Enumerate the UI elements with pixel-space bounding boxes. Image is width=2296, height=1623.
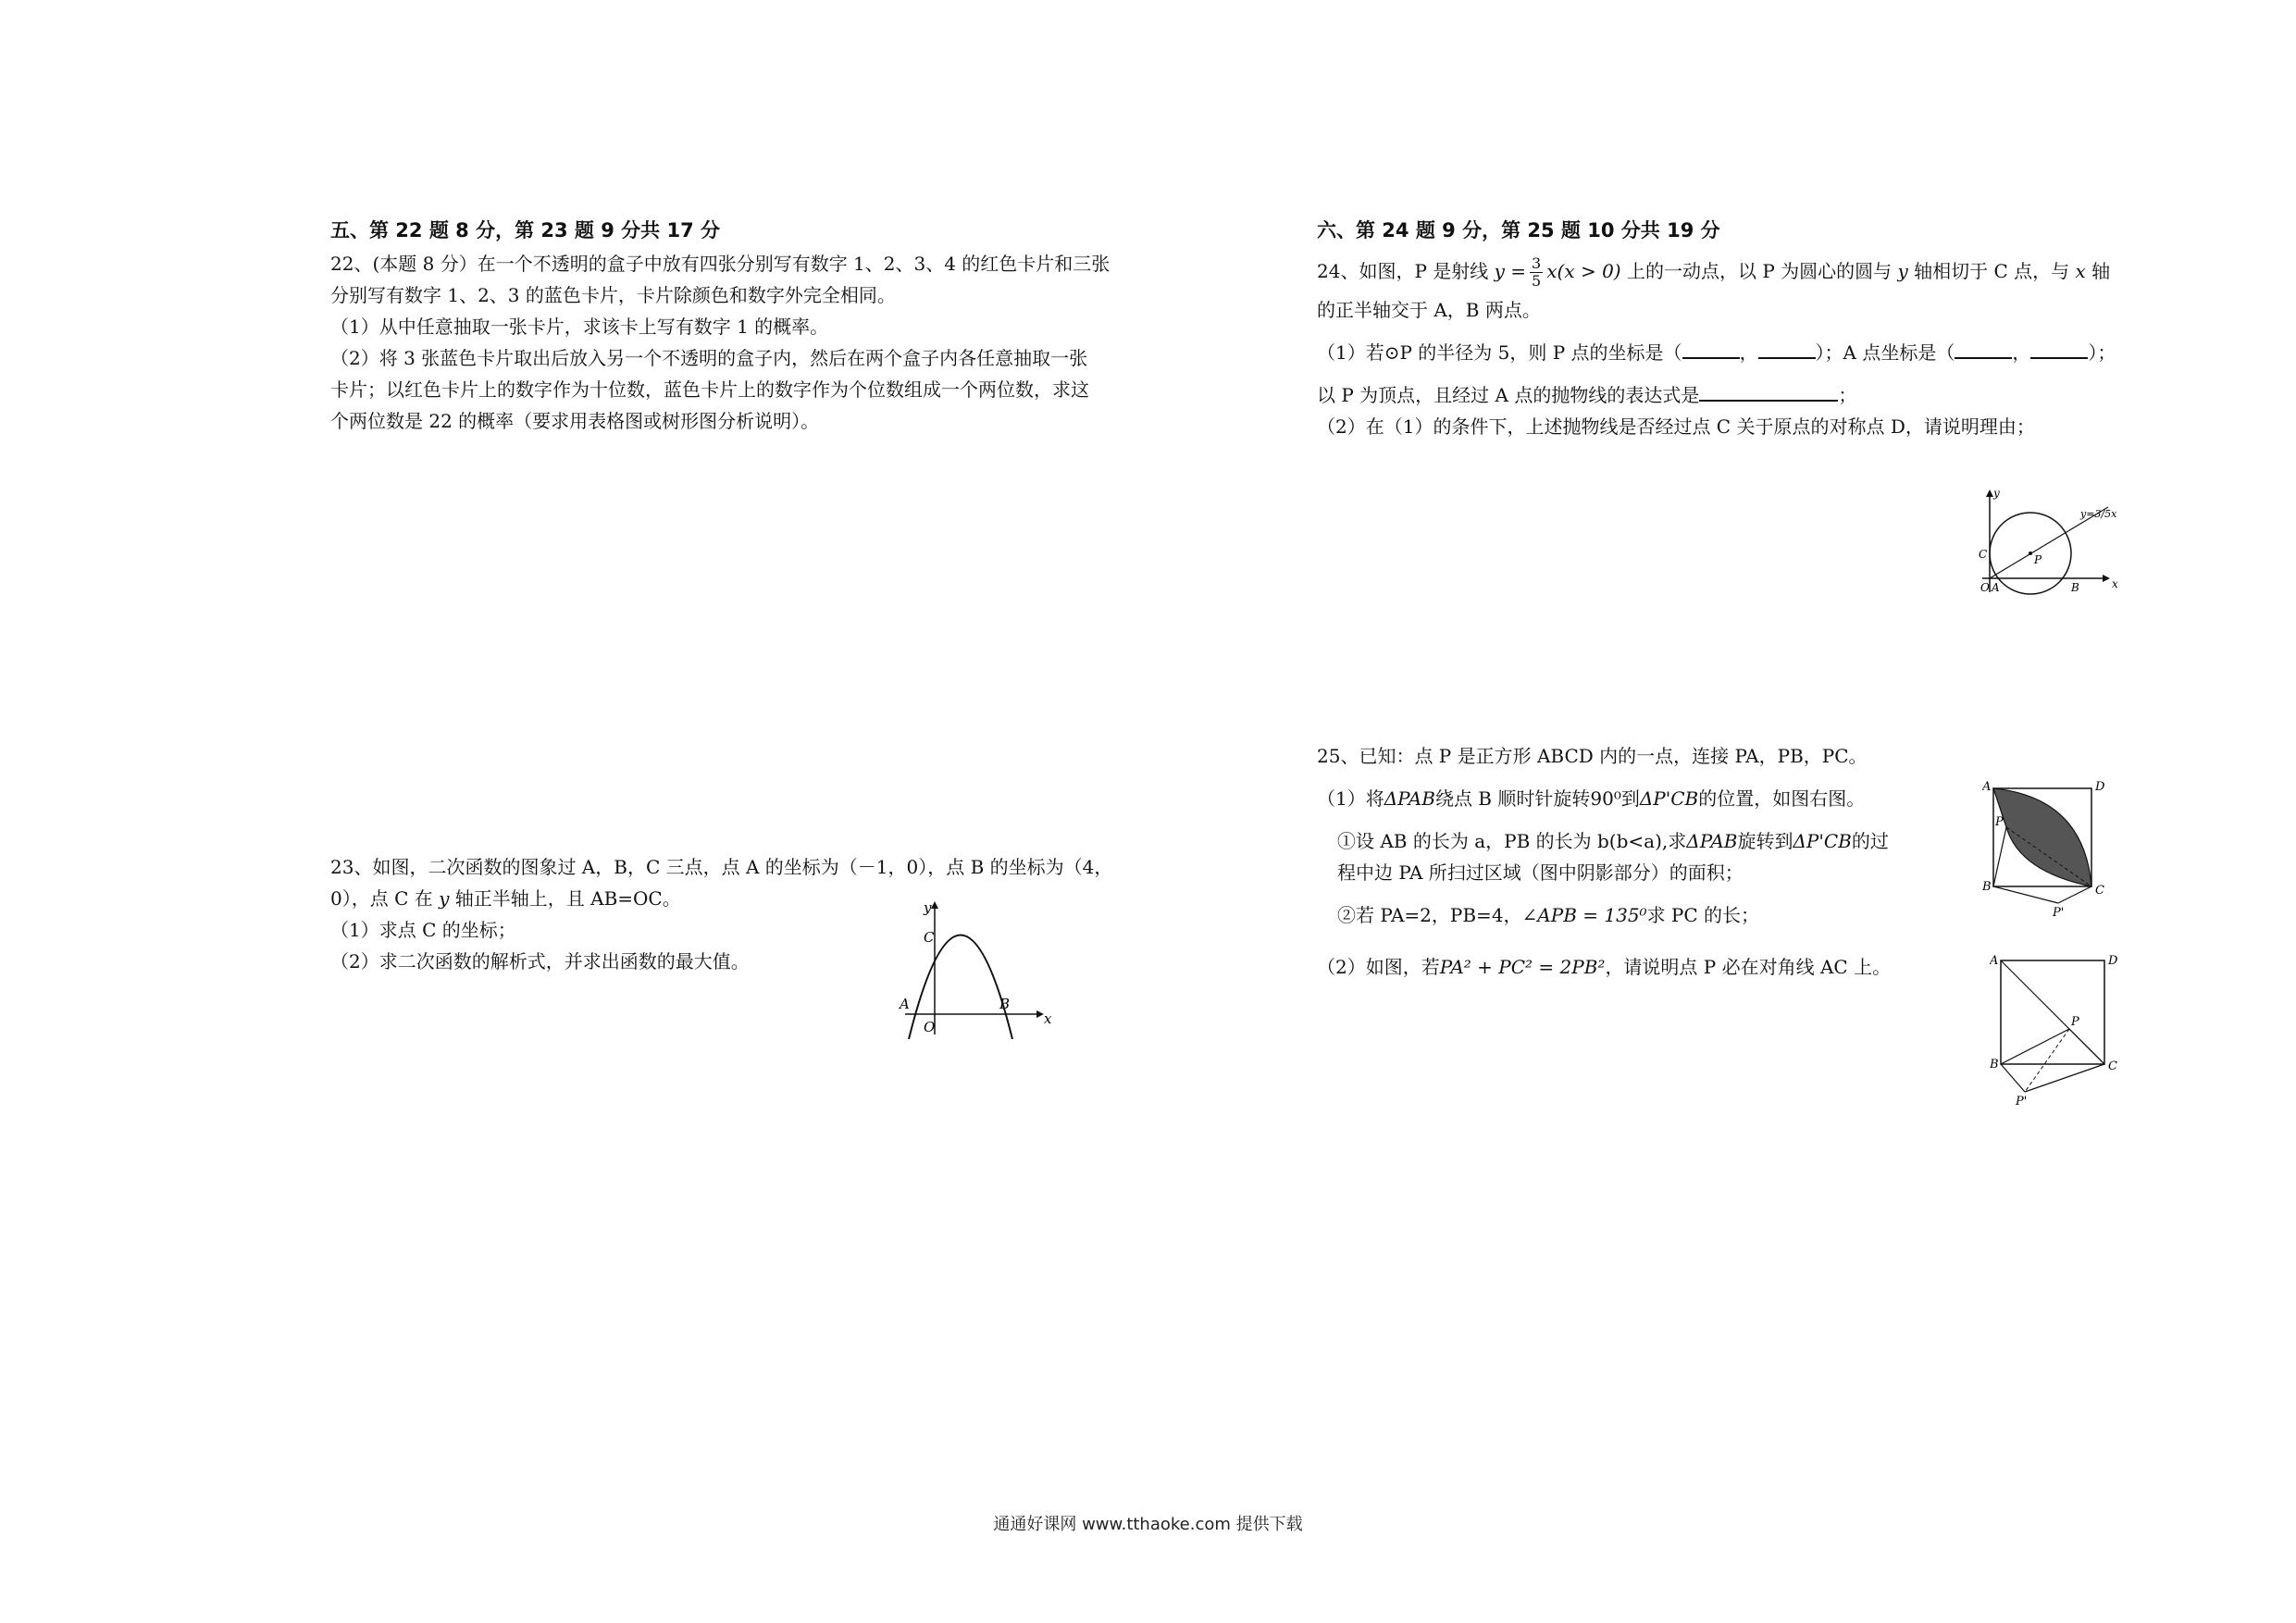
q25-fig1-label-b: B [1982, 880, 1992, 894]
q24-var-x: x [2075, 260, 2086, 282]
q25-part-2-equation: PA² + PC² = 2PB² [1439, 956, 1606, 978]
q25-fig1-label-d: D [2095, 780, 2105, 794]
left-column [330, 215, 1182, 437]
q25-fig1-label-c: C [2095, 884, 2104, 898]
q24-fig-label-b: B [2071, 581, 2079, 594]
q24-fig-label-eq: y=3/5x [2080, 508, 2117, 520]
q24-part-1-a: （1）若⊙P 的半径为 5，则 P 点的坐标是（ [1317, 341, 1682, 364]
q25-sub-2-b: 求 PC 的长； [1646, 904, 1760, 926]
q25-part-1-b: 绕点 B 顺时针旋转 [1434, 787, 1591, 810]
q25-triangle-pab: ΔPAB [1384, 787, 1435, 810]
q24-line-4-b: ； [1838, 384, 1857, 406]
q22-line-2: 分别写有数字 1、2、3 的蓝色卡片，卡片除颜色和数字外完全相同。 [330, 284, 896, 306]
q23-fig-label-a: A [900, 996, 910, 1012]
q24-eq-denominator: 5 [1532, 272, 1542, 290]
p-y-blank[interactable] [1758, 339, 1816, 359]
q23-block [330, 851, 1182, 977]
q24-eq-rhs: x(x > 0) [1546, 260, 1621, 282]
q25-sub-2-a: ②若 PA=2，PB=4， [1337, 904, 1522, 926]
q23-part-2: （2）求二次函数的解析式，并求出函数的最大值。 [330, 950, 750, 973]
q25-part-2-b: ，请说明点 P 必在对角线 AC 上。 [1605, 956, 1892, 978]
q23-line-2-b: 轴正半轴上，且 AB=OC。 [449, 887, 681, 910]
q25-fig2-label-p: P [2071, 1015, 2079, 1029]
p-x-blank[interactable] [1682, 339, 1740, 359]
q24-var-y: y [1897, 260, 1908, 282]
q25-fig1-label-a: A [1982, 780, 1992, 794]
q24-part-1-c: ）； [2088, 341, 2116, 364]
q23-line-2-a: 0），点 C 在 [330, 887, 440, 910]
q25-degree: 90⁰ [1590, 787, 1621, 810]
q24-line-1-a: 24、如图，P 是射线 [1317, 260, 1495, 282]
q24-eq-lhs: y = [1494, 260, 1527, 282]
q22-part-1: （1）从中任意抽取一张卡片，求该卡上写有数字 1 的概率。 [330, 316, 829, 338]
q23-var-y: y [439, 887, 450, 910]
q24-line-1-d: 轴 [2085, 260, 2111, 282]
q24-line-4-a: 以 P 为顶点，且经过 A 点的抛物线的表达式是 [1317, 384, 1700, 406]
footer-source: 通通好课网 www.tthaoke.com 提供下载 [993, 1515, 1303, 1534]
q23-part-1: （1）求点 C 的坐标； [330, 919, 516, 941]
q24-fig-label-o: O [1980, 581, 1990, 594]
q24-comma-2: ， [2012, 341, 2031, 364]
q25-part-2-a: （2）如图，若 [1317, 956, 1440, 978]
q25-sub-1-b: 旋转到 [1737, 830, 1793, 852]
q24-circle-figure [1969, 486, 2136, 597]
q24-part-1-b: ）；A 点坐标是（ [1815, 341, 1955, 364]
q22-line-1: 22、(本题 8 分）在一个不透明的盒子中放有四张分别写有数字 1、2、3、4 的红色卡片和三张 [330, 253, 1111, 275]
q24-eq-numerator: 3 [1532, 254, 1542, 272]
q22-part-2-line-1: （2）将 3 张蓝色卡片取出后放入另一个不透明的盒子内，然后在两个盒子内各任意抽取一张 [330, 347, 1088, 369]
q22-part-2-line-3: 个两位数是 22 的概率（要求用表格图或树形图分析说明）。 [330, 410, 820, 432]
q23-fig-label-y: y [924, 899, 932, 916]
section-6-heading: 六、第 24 题 9 分，第 25 题 10 分共 19 分 [1317, 219, 1720, 242]
q25-sub-1-a: ①设 AB 的长为 a，PB 的长为 b(b<a),求 [1337, 830, 1687, 852]
a-y-blank[interactable] [2030, 339, 2088, 359]
q25-fig2-label-p-prime: P' [2016, 1095, 2028, 1109]
q24-line-1 [1317, 248, 2150, 294]
q23-fig-label-b: B [999, 996, 1011, 1012]
q22-part-2-line-2: 卡片；以红色卡片上的数字作为十位数，蓝色卡片上的数字作为个位数组成一个两位数，求这 [330, 378, 1089, 401]
q25-rotation-figure [1982, 779, 2112, 918]
q24-line-1-b: 上的一动点，以 P 为圆心的圆与 [1620, 260, 1898, 282]
q24-eq-fraction [1530, 255, 1543, 290]
q23-fig-label-o: O [924, 1019, 936, 1035]
q25-fig1-label-p-prime: P' [2053, 906, 2065, 918]
q25-angle-apb: ∠APB = 135⁰ [1521, 904, 1647, 926]
q24-fig-label-y: y [1993, 487, 2000, 500]
q24-line-2: 的正半轴交于 A，B 两点。 [1317, 299, 1541, 321]
q25-triangle-pcb: ΔP'CB [1639, 787, 1699, 810]
q23-fig-label-x: x [1044, 1010, 1052, 1027]
q25-line-1: 25、已知：点 P 是正方形 ABCD 内的一点，连接 PA，PB，PC。 [1317, 745, 1868, 767]
parabola-expression-blank[interactable] [1699, 381, 1838, 402]
q24-fig-label-a: A [1992, 581, 2000, 594]
q24-part-1 [1317, 337, 2150, 368]
q25-part-1-d: 的位置，如图右图。 [1698, 787, 1866, 810]
q24-fig-label-p: P [2034, 553, 2042, 566]
q25-part-1-a: （1）将 [1317, 787, 1384, 810]
q24-line-4 [1317, 379, 2150, 411]
q25-fig2-label-d: D [2108, 954, 2118, 968]
q25-sub-1-line-2: 程中边 PA 所扫过区域（图中阴影部分）的面积； [1337, 861, 1744, 884]
q23-line-2 [330, 883, 1182, 914]
q23-line-1: 23、如图，二次函数的图象过 A，B，C 三点，点 A 的坐标为（－1，0），点 B 的坐标为（4， [330, 856, 1113, 878]
q25-part-1-c: 到 [1620, 787, 1640, 810]
right-column [1317, 215, 2150, 442]
q24-fig-label-x: x [2112, 577, 2118, 590]
q25-fig2-label-c: C [2108, 1059, 2117, 1073]
q23-parabola-figure [896, 896, 1053, 1039]
q24-part-2: （2）在（1）的条件下，上述抛物线是否经过点 C 关于原点的对称点 D，请说明理由； [1317, 415, 2035, 438]
q24-fig-label-c: C [1979, 548, 1988, 561]
q25-fig1-label-p: P [1995, 815, 2004, 829]
q25-sub-1-triangle-pab: ΔPAB [1686, 830, 1738, 852]
q23-fig-label-c: C [924, 929, 935, 946]
q24-line-1-c: 轴相切于 C 点，与 [1907, 260, 2076, 282]
q25-sub-1-triangle-pcb: ΔP'CB [1793, 830, 1852, 852]
q25-diagonal-figure [1990, 951, 2119, 1109]
q25-fig2-label-b: B [1990, 1058, 1999, 1072]
q24-comma-1: ， [1739, 341, 1758, 364]
section-5-heading: 五、第 22 题 8 分，第 23 题 9 分共 17 分 [330, 219, 721, 242]
a-x-blank[interactable] [1955, 339, 2012, 359]
q25-fig2-label-a: A [1990, 954, 1999, 968]
q25-sub-1-c: 的过 [1851, 830, 1889, 852]
